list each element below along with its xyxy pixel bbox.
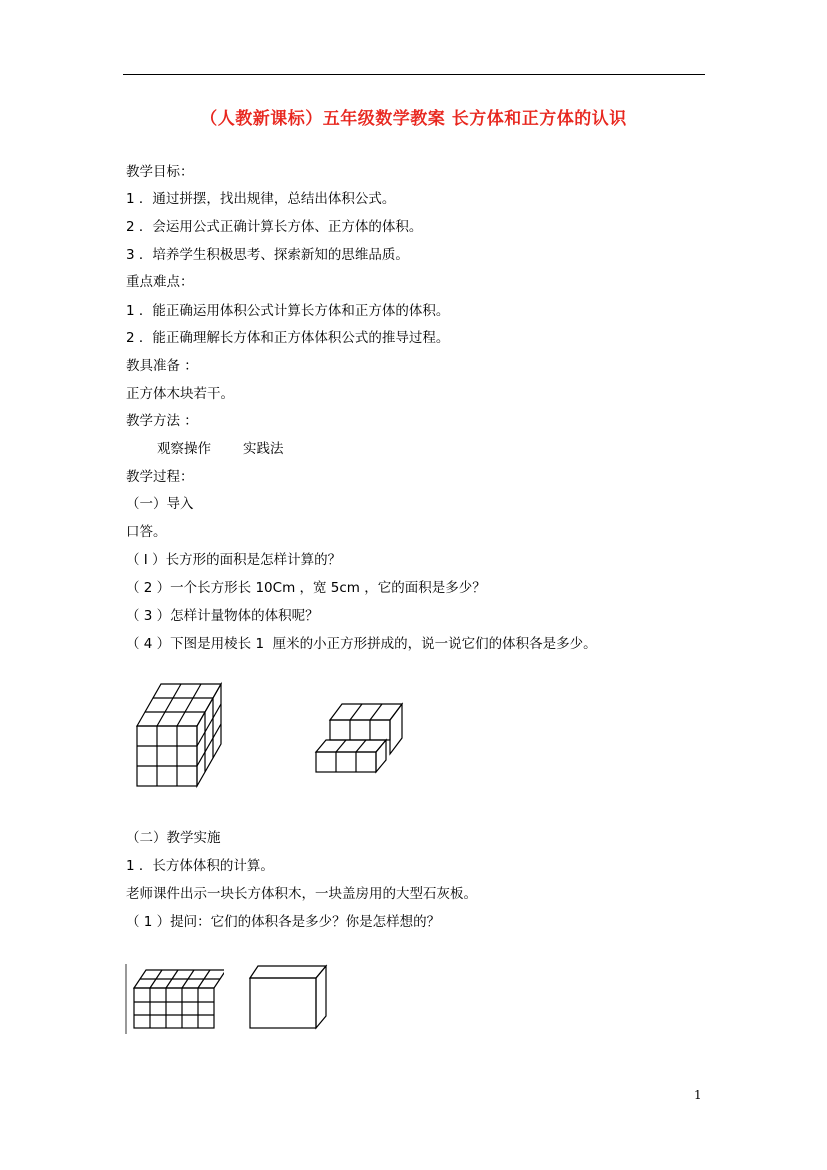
page-number: 1 bbox=[694, 1088, 702, 1102]
section-heading-goals: 教学目标： bbox=[126, 164, 194, 180]
method-practice: 实践法 bbox=[243, 441, 284, 457]
cube-stack-figure bbox=[125, 680, 230, 799]
subsection-implementation: （二）教学实施 bbox=[126, 830, 221, 846]
implementation-item-1: 1 ．长方体体积的计算。 bbox=[126, 858, 274, 874]
materials-text: 正方体木块若干。 bbox=[126, 386, 234, 402]
key-point-1: 1 ．能正确运用体积公式计算长方体和正方体的体积。 bbox=[126, 303, 450, 319]
teacher-presentation: 老师课件出示一块长方体积木，一块盖房用的大型石灰板。 bbox=[126, 886, 477, 902]
question-1: （ Ⅰ ）长方形的面积是怎样计算的？ bbox=[126, 552, 342, 568]
method-observe: 观察操作 bbox=[157, 441, 211, 457]
section-heading-key-points: 重点难点： bbox=[126, 274, 194, 290]
question-4: （ 4 ）下图是用棱长 1 厘米的小正方形拼成的，说一说它们的体积各是多少。 bbox=[126, 636, 597, 652]
page-title: （人教新课标）五年级数学教案 长方体和正方体的认识 bbox=[200, 109, 627, 129]
section-heading-materials: 教具准备 ： bbox=[126, 358, 198, 374]
question-3: （ 3 ）怎样计量物体的体积呢？ bbox=[126, 608, 319, 624]
step-blocks-figure bbox=[312, 698, 407, 782]
question-prompt: （ 1 ）提问：它们的体积各是多少？你是怎样想的？ bbox=[126, 914, 441, 930]
methods-text bbox=[157, 440, 284, 458]
subsection-intro: （一）导入 bbox=[126, 496, 194, 512]
goal-item-1: 1 ．通过拼摆，找出规律，总结出体积公式。 bbox=[126, 191, 396, 207]
goal-item-2: 2 ．会运用公式正确计算长方体、正方体的体积。 bbox=[126, 219, 423, 235]
slab-figure bbox=[246, 962, 331, 1036]
oral-answer: 口答。 bbox=[126, 524, 167, 540]
section-heading-process: 教学过程： bbox=[126, 469, 194, 485]
goal-item-3: 3 ．培养学生积极思考、探索新知的思维品质。 bbox=[126, 247, 409, 263]
question-2: （ 2 ）一个长方形长 10Cm ，宽 5cm ，它的面积是多少？ bbox=[126, 580, 486, 596]
section-heading-methods: 教学方法 ： bbox=[126, 413, 198, 429]
cuboid-block-figure bbox=[124, 962, 224, 1041]
key-point-2: 2 ．能正确理解长方体和正方体体积公式的推导过程。 bbox=[126, 330, 450, 346]
header-rule bbox=[123, 74, 705, 75]
